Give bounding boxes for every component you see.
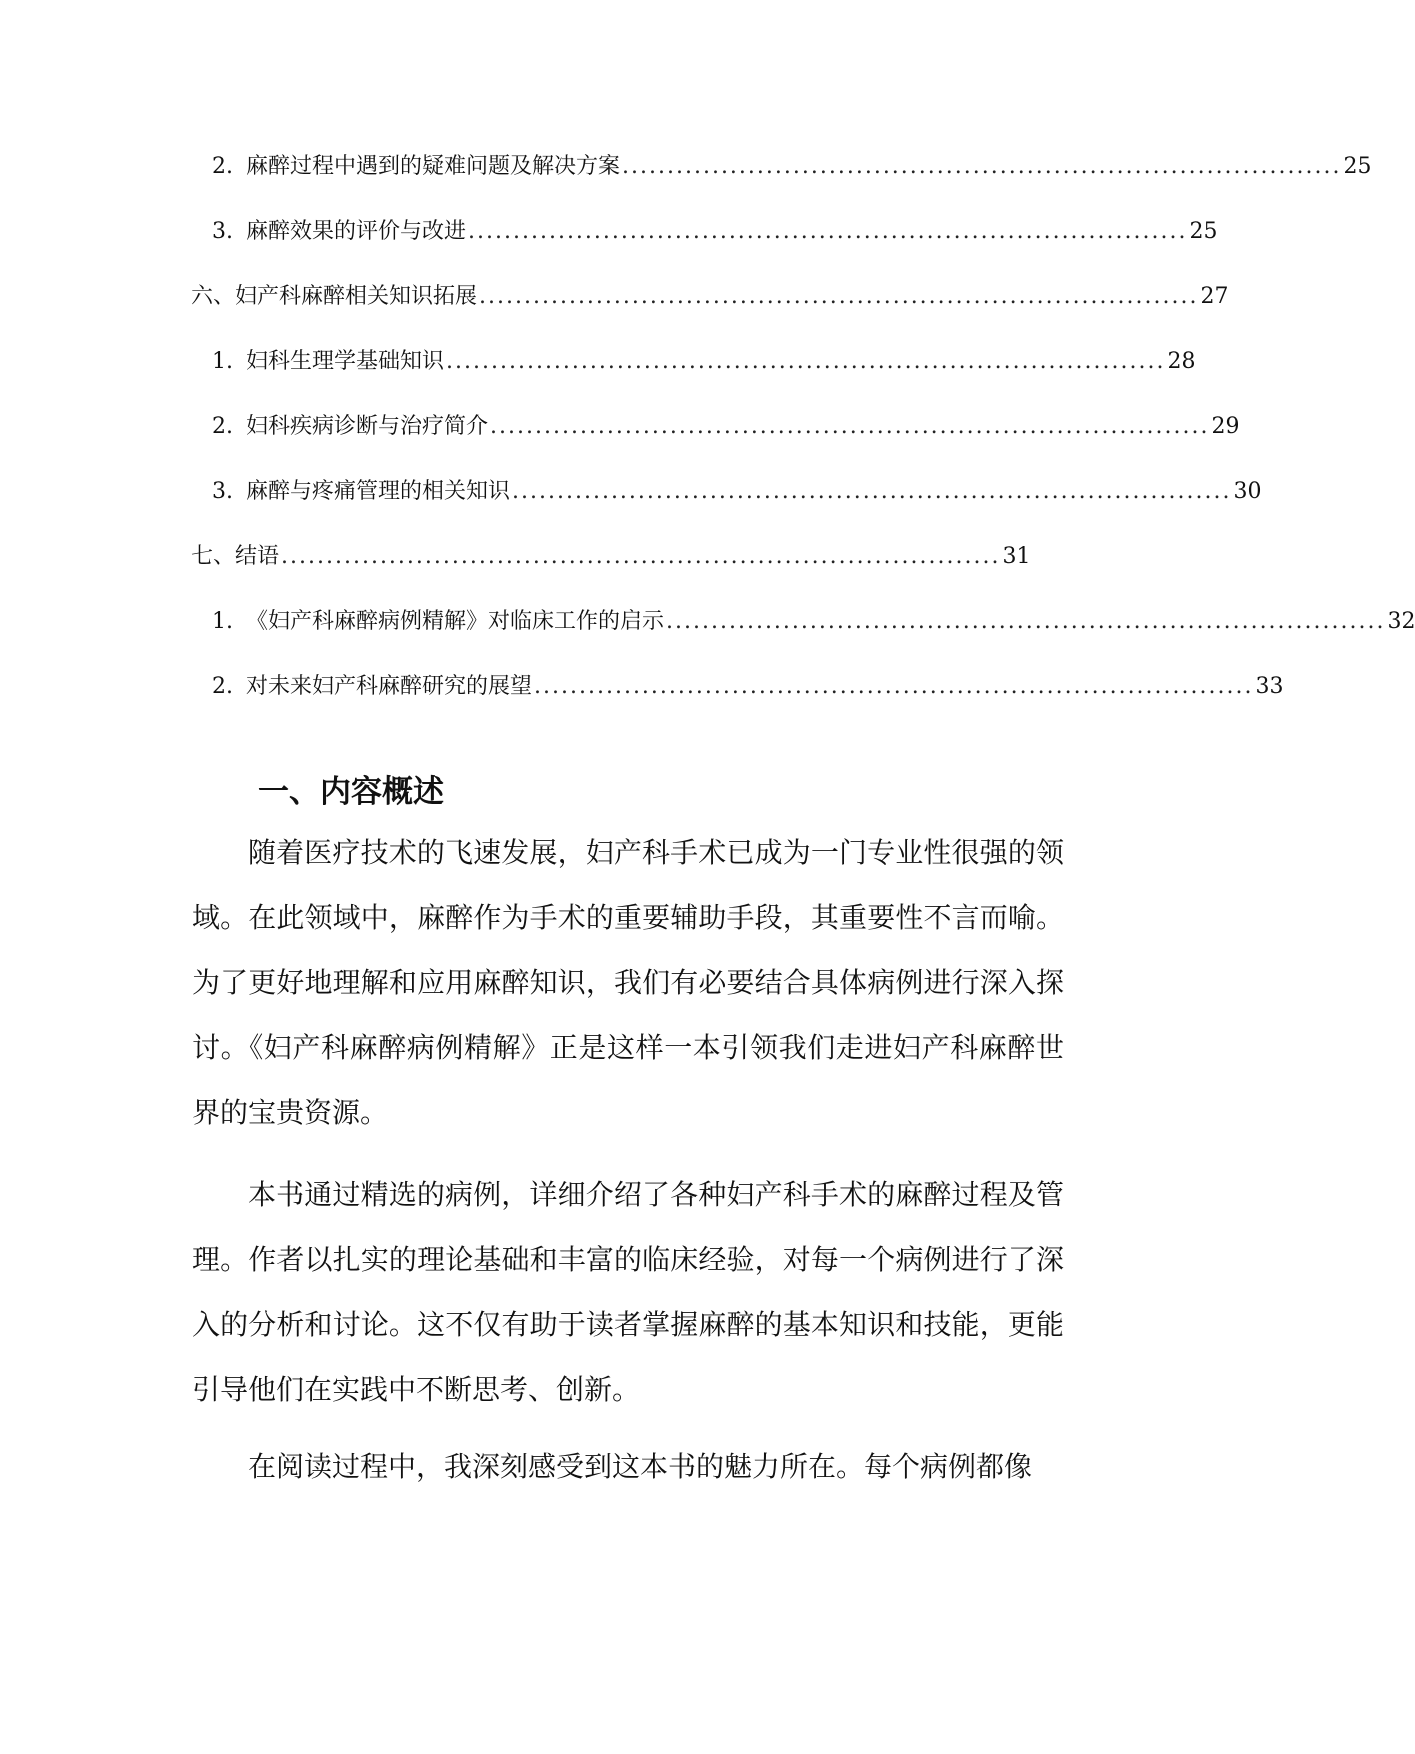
toc-entry-page: 27 xyxy=(1200,284,1229,309)
toc-entry-title: 麻醉效果的评价与改进 xyxy=(246,219,467,244)
toc-leader-dots: ................................................................................ xyxy=(281,544,1001,569)
toc-entry-title: 对未来妇产科麻醉研究的展望 xyxy=(246,674,533,699)
toc-leader-dots: ................................................................................ xyxy=(622,154,1342,179)
toc-leader-dots: ................................................................................ xyxy=(479,284,1199,309)
toc-leader-dots: ................................................................................ xyxy=(512,479,1232,504)
toc-entry[interactable] xyxy=(212,477,1262,507)
toc-entry-number: 3. xyxy=(212,479,233,504)
toc-entry[interactable] xyxy=(212,152,1372,182)
toc-leader-dots: ................................................................................ xyxy=(490,414,1210,439)
toc-entry-title: 妇科疾病诊断与治疗简介 xyxy=(246,414,489,439)
toc-leader-dots: ................................................................................ xyxy=(534,674,1254,699)
toc-leader-dots: ................................................................................ xyxy=(666,609,1386,634)
toc-entry[interactable] xyxy=(212,672,1284,702)
toc-entry-page: 25 xyxy=(1189,219,1218,244)
section-heading: 一、内容概述 xyxy=(258,774,444,810)
toc-entry-number: 1. xyxy=(212,349,233,374)
toc-entry-page: 33 xyxy=(1255,674,1284,699)
toc-leader-dots: ................................................................................ xyxy=(468,219,1188,244)
toc-entry-number: 2. xyxy=(212,674,233,699)
toc-entry-title: 六、妇产科麻醉相关知识拓展 xyxy=(191,284,478,309)
toc-entry-title: 《妇产科麻醉病例精解》对临床工作的启示 xyxy=(246,609,665,634)
toc-entry-title: 麻醉过程中遇到的疑难问题及解决方案 xyxy=(246,154,621,179)
toc-entry-number: 3. xyxy=(212,219,233,244)
toc-entry-page: 30 xyxy=(1233,479,1262,504)
toc-entry[interactable] xyxy=(191,542,1031,572)
toc-entry[interactable] xyxy=(212,347,1196,377)
toc-leader-dots: ................................................................................ xyxy=(446,349,1166,374)
toc-entry[interactable] xyxy=(191,282,1229,312)
toc-entry-title: 妇科生理学基础知识 xyxy=(246,349,445,374)
toc-entry-page: 28 xyxy=(1167,349,1196,374)
toc-entry-number: 2. xyxy=(212,414,233,439)
toc-entry[interactable] xyxy=(212,412,1240,442)
toc-entry[interactable] xyxy=(212,217,1218,247)
toc-entry-number: 1. xyxy=(212,609,233,634)
toc-entry[interactable] xyxy=(212,607,1415,637)
toc-entry-page: 29 xyxy=(1211,414,1240,439)
toc-entry-title: 麻醉与疼痛管理的相关知识 xyxy=(246,479,511,504)
toc-entry-number: 2. xyxy=(212,154,233,179)
toc-entry-page: 32 xyxy=(1387,609,1415,634)
body-paragraph: 随着医疗技术的飞速发展，妇产科手术已成为一门专业性很强的领域。在此领域中，麻醉作为手术的重要辅助手段，其重要性不言而喻。为了更好地理解和应用麻醉知识，我们有必要结合具体病例进行深入探讨。《妇产科麻醉病例精解》正是这样一本引领我们走进妇产科麻醉世界的宝贵资源。 xyxy=(192,836,1064,1129)
body-paragraph: 在阅读过程中，我深刻感受到这本书的魅力所在。每个病例都像 xyxy=(248,1450,1033,1483)
body-paragraph: 本书通过精选的病例，详细介绍了各种妇产科手术的麻醉过程及管理。作者以扎实的理论基础和丰富的临床经验，对每一个病例进行了深入的分析和讨论。这不仅有助于读者掌握麻醉的基本知识和技能，更能引导他们在实践中不断思考、创新。 xyxy=(192,1178,1064,1406)
toc-entry-page: 31 xyxy=(1002,544,1031,569)
toc-entry-title: 七、结语 xyxy=(191,544,280,569)
toc-entry-page: 25 xyxy=(1343,154,1372,179)
